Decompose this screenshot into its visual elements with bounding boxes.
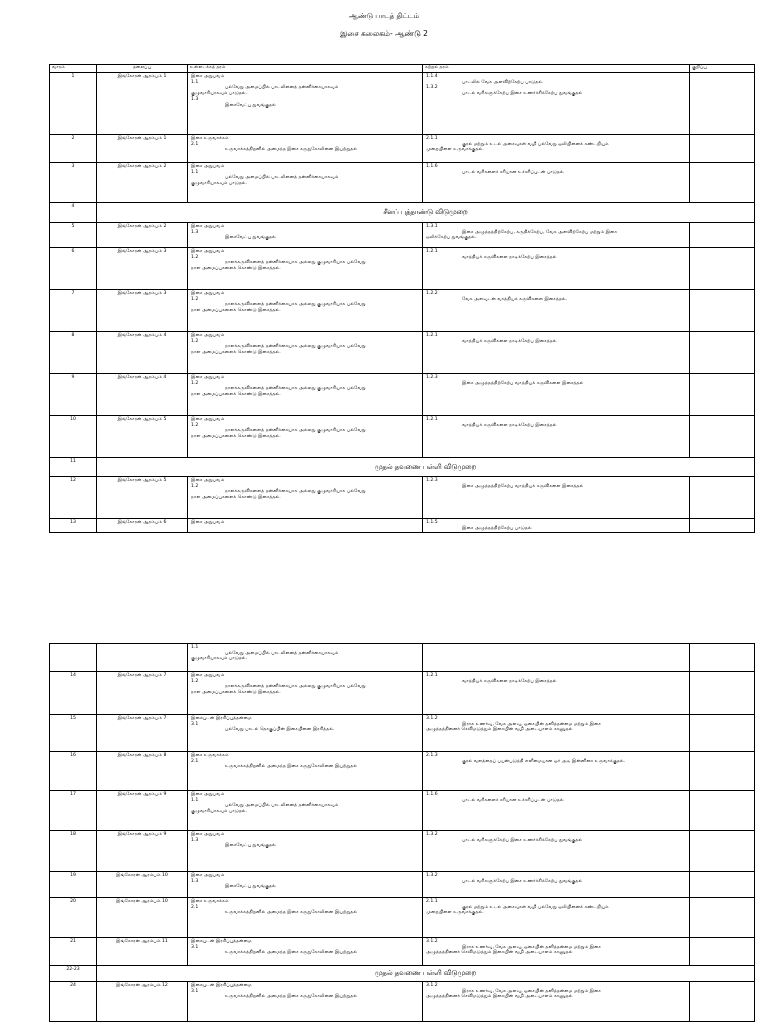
content-line: 1.3 bbox=[191, 837, 199, 843]
content-line: குழுவாரியாகவும் பாடுதல். bbox=[191, 656, 248, 662]
content-standard-cell bbox=[188, 898, 423, 938]
week-cell: 24 bbox=[50, 982, 97, 1022]
notes-cell bbox=[690, 290, 755, 332]
table-header-row bbox=[50, 65, 755, 73]
table-row bbox=[50, 248, 755, 290]
table-row bbox=[50, 752, 755, 791]
content-standard-cell bbox=[188, 290, 423, 332]
notes-cell bbox=[690, 938, 755, 966]
content-line: இசைவேட்பு துவங்குதல் bbox=[225, 102, 276, 108]
content-line: நாள அமைப்புகளைக் கொண்டு இசைத்தல். bbox=[191, 392, 281, 398]
table-row bbox=[50, 982, 755, 1022]
content-line: பல்வேறு அமைப்பில் பாடலினைத் தன்னிச்சையாகவும் bbox=[225, 175, 339, 181]
content-line: உருவாக்கத்திறனில் அமைந்த இசை கருதுகோலினை இயற்றுதல் bbox=[225, 950, 358, 956]
content-line: இசை அறுபவம் bbox=[191, 333, 225, 338]
learning-line: 1.2.1 bbox=[426, 417, 438, 422]
holiday-row bbox=[50, 966, 755, 982]
learning-line: இராக உணர்வு, வேக அளவு, ஓசையின் தனித்தன்மை மற்றும் இசை bbox=[462, 944, 601, 950]
col-header-topic: தலைப்பு bbox=[97, 65, 188, 73]
week-cell: 21 bbox=[50, 938, 97, 966]
content-standard-cell bbox=[188, 416, 423, 458]
content-line: 1.3 bbox=[191, 229, 199, 235]
notes-cell bbox=[690, 982, 755, 1022]
learning-standard-cell bbox=[423, 290, 690, 332]
table-row bbox=[50, 715, 755, 752]
content-line: 1.2 bbox=[191, 678, 199, 684]
topic-cell: இங்கோரன் ஆரம்பம் 7 bbox=[97, 672, 188, 715]
notes-cell bbox=[690, 791, 755, 831]
learning-line: 1.2.2 bbox=[426, 291, 438, 296]
table-row bbox=[50, 644, 755, 672]
holiday-row bbox=[50, 203, 755, 223]
learning-line: அழுத்தத்தினைச் செவிமடுத்தும் இசையின் வழி அடையாளம் காணுதல் bbox=[426, 994, 573, 1000]
learning-standard-cell bbox=[423, 223, 690, 248]
content-standard-cell bbox=[188, 135, 423, 163]
learning-line: முறையிளை உருவாக்குதல். bbox=[426, 910, 484, 916]
col-header-week: வாரம் bbox=[50, 65, 97, 73]
topic-cell bbox=[97, 644, 188, 672]
content-line: இசை அறுபவம் bbox=[191, 417, 225, 422]
learning-line: 1.1.6 bbox=[426, 792, 438, 797]
notes-cell bbox=[690, 374, 755, 416]
content-line: பல்வேறு பாடல் தொகுப்பின் இசையினை இரசித்தல். bbox=[225, 727, 335, 733]
topic-cell: இங்கோரன் ஆரம்பம் 3 bbox=[97, 248, 188, 290]
learning-line: வாத்தியக் கருவிகளை நாடிக்கேற்ப இசைத்தல் bbox=[462, 254, 557, 260]
topic-cell: இங்கோரன் ஆரம்பம் 9 bbox=[97, 831, 188, 872]
learning-line: இராக உணர்வு, வேக அளவு, ஓசையின் தனித்தன்மை மற்றும் இசை bbox=[462, 988, 601, 994]
week-cell: 14 bbox=[50, 672, 97, 715]
topic-cell: இங்கோரன் ஆரம்பம் 12 bbox=[97, 982, 188, 1022]
week-cell: 4 bbox=[50, 203, 97, 223]
content-line: இசை அறுபவம் bbox=[191, 873, 225, 878]
content-standard-cell bbox=[188, 672, 423, 715]
learning-line: ஒலிக்கேற்ப துவங்குதல். bbox=[426, 235, 477, 241]
learning-line: இசை அழுத்தத்திற்கேற்ப பாடுதல் bbox=[462, 525, 532, 531]
notes-cell bbox=[690, 248, 755, 290]
content-line: நாளக்கருவிகளைத் தன்னிச்சையாக அல்லது குழுவாரியாக பல்வேறு bbox=[225, 386, 366, 392]
content-line: 1.3 bbox=[191, 878, 199, 884]
learning-line: அழுத்தத்தினைச் செவிமடுத்தும் இசையின் வழி அடையாளம் காணுதல் bbox=[426, 950, 573, 956]
learning-standard-cell bbox=[423, 416, 690, 458]
notes-cell bbox=[690, 831, 755, 872]
learning-line: 1.1.5 bbox=[426, 520, 438, 525]
content-line: இசை அறுபவம் bbox=[191, 249, 225, 254]
topic-cell: இங்கோரன் ஆரம்பம் 1 bbox=[97, 73, 188, 135]
learning-standard-cell bbox=[423, 477, 690, 519]
holiday-label: முதல் தவணை பள்ளி விடுமுறை bbox=[97, 458, 755, 477]
content-line: இசை அறுபவம் bbox=[191, 520, 225, 525]
col-header-learning-standard: கற்றல் தரம் bbox=[423, 65, 690, 73]
table-row bbox=[50, 163, 755, 203]
content-line: பல்வேறு அமைப்பில் பாடலினைத் தன்னிச்சையாகவும் bbox=[225, 85, 339, 91]
learning-line: இசை அழுத்தத்திற்கேற்ப, சுருதிக்கேற்ப, வேக அளவிற்கேற்ப மற்றும் இசை bbox=[462, 229, 618, 235]
learning-standard-cell bbox=[423, 73, 690, 135]
topic-cell: இங்கோரன் ஆரம்பம் 1 bbox=[97, 135, 188, 163]
topic-cell: இங்கோரன் ஆரம்பம் 6 bbox=[97, 519, 188, 533]
notes-cell bbox=[690, 672, 755, 715]
notes-cell bbox=[690, 332, 755, 374]
content-line: நாள அமைப்புகளைக் கொண்டு இசைத்தல். bbox=[191, 308, 281, 314]
learning-standard-cell bbox=[423, 135, 690, 163]
learning-line: குரல் மற்றும் உடல் அசைவுகள் வழி பல்வேறு ஒலியினைக் கண்டறியும் bbox=[462, 904, 609, 910]
learning-standard-cell bbox=[423, 898, 690, 938]
content-line: 1.1 bbox=[191, 645, 199, 650]
content-line: இசை அறுபவம் bbox=[191, 291, 225, 296]
learning-line: 2.1.3 bbox=[426, 753, 438, 758]
content-line: 1.1 bbox=[191, 797, 199, 803]
content-line: உருவாக்கத்திறனில் அமைந்த இசை கருதுகோலினை இயற்றுதல் bbox=[225, 994, 358, 1000]
learning-line: அழுத்தத்தினைச் செவிமடுத்தும் இசையின் வழி அடையாளம் காணுதல் bbox=[426, 727, 573, 733]
content-line: நாளக்கருவிகளைத் தன்னிச்சையாக அல்லது குழுவாரியாக பல்வேறு bbox=[225, 428, 366, 434]
content-line: 3.1 bbox=[191, 988, 199, 994]
learning-standard-cell bbox=[423, 163, 690, 203]
content-line: 3.1 bbox=[191, 944, 199, 950]
learning-line: 1.2.1 bbox=[426, 673, 438, 678]
learning-line: 1.3.2 bbox=[426, 85, 438, 91]
notes-cell bbox=[690, 752, 755, 791]
content-line: உருவாக்கத்திறனில் அமைந்த இசை கருதுகோலினை இயற்றுதல் bbox=[225, 147, 358, 153]
lesson-plan-table-2 bbox=[49, 643, 755, 1022]
learning-line: 1.3.2 bbox=[426, 873, 438, 878]
learning-line: குரல் மற்றும் உடல் அசைவுகள் வழி பல்வேறு ஒலியினைக் கண்டறியும் bbox=[462, 141, 609, 147]
content-standard-cell bbox=[188, 332, 423, 374]
learning-line: பாடல் வரிகளுக்கேற்ப இசை உணர்ச்சிக்கேற்ப துவங்குதல் bbox=[462, 837, 583, 843]
holiday-label: சீனப் புத்தாண்டு விடுமுறை bbox=[97, 203, 755, 223]
week-cell: 12 bbox=[50, 477, 97, 519]
topic-cell: இங்கோரன் ஆரம்பம் 4 bbox=[97, 374, 188, 416]
notes-cell bbox=[690, 73, 755, 135]
topic-cell: இங்கோரன் ஆரம்பம் 10 bbox=[97, 872, 188, 898]
week-cell: 5 bbox=[50, 223, 97, 248]
notes-cell bbox=[690, 135, 755, 163]
notes-cell bbox=[690, 163, 755, 203]
notes-cell bbox=[690, 715, 755, 752]
learning-line: 1.2.3 bbox=[426, 375, 438, 380]
content-line: 1.1 bbox=[191, 169, 199, 175]
content-line: இசை அறுபவம் bbox=[191, 832, 225, 837]
content-standard-cell bbox=[188, 163, 423, 203]
content-standard-cell bbox=[188, 477, 423, 519]
learning-line: 1.1.4 bbox=[426, 74, 438, 79]
holiday-row bbox=[50, 458, 755, 477]
topic-cell: இங்கோரன் ஆரம்பம் 3 bbox=[97, 290, 188, 332]
content-line: நாளக்கருவிகளைத் தன்னிச்சையாக அல்லது குழுவாரியாக பல்வேறு bbox=[225, 344, 366, 350]
content-line: 1.2 bbox=[191, 483, 199, 489]
week-cell: 10 bbox=[50, 416, 97, 458]
week-cell: 2 bbox=[50, 135, 97, 163]
content-standard-cell bbox=[188, 248, 423, 290]
content-line: இசைவேட்பு துவங்குதல் bbox=[225, 884, 276, 890]
week-cell: 1 bbox=[50, 73, 97, 135]
content-line: 3.1 bbox=[191, 721, 199, 727]
week-cell: 3 bbox=[50, 163, 97, 203]
content-line: இசை அறுபவம் bbox=[191, 792, 225, 797]
content-standard-cell bbox=[188, 519, 423, 533]
learning-line: பாடல் வரிகளைச் சரியான உச்சரிப்புடன் பாடுதல் bbox=[462, 169, 564, 175]
week-cell: 18 bbox=[50, 831, 97, 872]
week-cell: 19 bbox=[50, 872, 97, 898]
content-line: 2.1 bbox=[191, 141, 199, 147]
learning-standard-cell bbox=[423, 715, 690, 752]
week-cell: 22-23 bbox=[50, 966, 97, 982]
learning-standard-cell bbox=[423, 672, 690, 715]
learning-line: 2.1.1 bbox=[426, 899, 438, 904]
page-subtitle: இசை கலைகம்- ஆண்டு 2 bbox=[340, 29, 428, 38]
week-cell: 13 bbox=[50, 519, 97, 533]
content-line: இசை அறுபவம் bbox=[191, 478, 225, 483]
topic-cell: இங்கோரன் ஆரம்பம் 8 bbox=[97, 752, 188, 791]
week-cell: 11 bbox=[50, 458, 97, 477]
learning-line: பாடல் வரிகளுக்கேற்ப இசை உணர்ச்சிக்கேற்ப துவங்குதல் bbox=[462, 878, 583, 884]
learning-line: வாத்தியக் கருவிகளை நாடிக்கேற்ப இசைத்தல் bbox=[462, 678, 557, 684]
learning-line: முறையிளை உருவாக்குதல். bbox=[426, 147, 484, 153]
topic-cell: இங்கோரன் ஆரம்பம் 5 bbox=[97, 416, 188, 458]
content-line: இசை அறுபவம் bbox=[191, 74, 225, 79]
week-cell: 8 bbox=[50, 332, 97, 374]
content-line: குழுவாரியாகவும் பாடுதல். bbox=[191, 809, 248, 815]
learning-standard-cell bbox=[423, 831, 690, 872]
week-cell: 15 bbox=[50, 715, 97, 752]
content-line: நாள அமைப்புகளைக் கொண்டு இசைத்தல். bbox=[191, 434, 281, 440]
content-standard-cell bbox=[188, 982, 423, 1022]
table-row bbox=[50, 872, 755, 898]
content-line: இசையுடன் இரசிப்புத்தன்மை bbox=[191, 983, 252, 988]
content-line: உருவாக்கத்திறனில் அமைந்த இசை கருதுகோலினை இயற்றுதல் bbox=[225, 910, 358, 916]
col-header-content-standard: உள்ளடக்கத் தரம் bbox=[188, 65, 423, 73]
notes-cell bbox=[690, 416, 755, 458]
content-standard-cell bbox=[188, 831, 423, 872]
learning-standard-cell bbox=[423, 519, 690, 533]
topic-cell: இங்கோரன் ஆரம்பம் 10 bbox=[97, 898, 188, 938]
page-title: ஆண்டு பாடத் திட்டம் bbox=[349, 12, 419, 20]
topic-cell: இங்கோரன் ஆரம்பம் 4 bbox=[97, 332, 188, 374]
table-row bbox=[50, 332, 755, 374]
table-row bbox=[50, 135, 755, 163]
topic-cell: இங்கோரன் ஆரம்பம் 11 bbox=[97, 938, 188, 966]
week-cell: 16 bbox=[50, 752, 97, 791]
content-line: பல்வேறு அமைப்பில் பாடலினைத் தன்னிச்சையாகவும் bbox=[225, 650, 339, 656]
table-row bbox=[50, 416, 755, 458]
learning-standard-cell bbox=[423, 791, 690, 831]
content-standard-cell bbox=[188, 752, 423, 791]
content-line: உருவாக்கத்திறனில் அமைந்த இசை கருதுகோலினை இயற்றுதல் bbox=[225, 764, 358, 770]
table-row bbox=[50, 223, 755, 248]
notes-cell bbox=[690, 898, 755, 938]
topic-cell: இங்கோரன் ஆரம்பம் 5 bbox=[97, 477, 188, 519]
table-row bbox=[50, 791, 755, 831]
table-row bbox=[50, 519, 755, 533]
content-line: இசை அறுபவம் bbox=[191, 673, 225, 678]
content-line: நாளக்கருவிகளைத் தன்னிச்சையாக அல்லது குழுவாரியாக பல்வேறு bbox=[225, 260, 366, 266]
topic-cell: இங்கோரன் ஆரம்பம் 2 bbox=[97, 223, 188, 248]
content-line: 1.2 bbox=[191, 338, 199, 344]
notes-cell bbox=[690, 223, 755, 248]
content-standard-cell bbox=[188, 715, 423, 752]
content-standard-cell bbox=[188, 73, 423, 135]
learning-line: வாத்தியக் கருவிகளை நாடிக்கேற்ப இசைத்தல் bbox=[462, 338, 557, 344]
notes-cell bbox=[690, 477, 755, 519]
content-line: 1.2 bbox=[191, 380, 199, 386]
content-line: இசைவேட்பு துவங்குதல் bbox=[225, 843, 276, 849]
learning-line: பாடலில் வேக அளவிற்கேற்ப பாடுதல். bbox=[462, 79, 544, 85]
learning-standard-cell bbox=[423, 332, 690, 374]
learning-line: 2.1.1 bbox=[426, 136, 438, 141]
learning-line: 3.1.2 bbox=[426, 939, 438, 944]
content-line: இசை உருவாக்கம் bbox=[191, 136, 229, 141]
week-cell: 6 bbox=[50, 248, 97, 290]
content-standard-cell bbox=[188, 644, 423, 672]
content-line: நாள அமைப்புகளைக் கொண்டு இசைத்தல். bbox=[191, 495, 281, 501]
week-cell bbox=[50, 644, 97, 672]
notes-cell bbox=[690, 519, 755, 533]
content-standard-cell bbox=[188, 374, 423, 416]
learning-line: இசை அழுத்தத்திற்கேற்ப வாத்தியக் கருவிகளை இசைத்தல் bbox=[462, 380, 584, 386]
content-line: 1.2 bbox=[191, 422, 199, 428]
content-line: 1.1 bbox=[191, 79, 199, 85]
week-cell: 17 bbox=[50, 791, 97, 831]
content-line: பல்வேறு அமைப்பில் பாடலினைத் தன்னிச்சையாகவும் bbox=[225, 803, 339, 809]
table-row bbox=[50, 938, 755, 966]
content-line: நாளக்கருவிகளைத் தன்னிச்சையாக அல்லது குழுவாரியாக பல்வேறு bbox=[225, 302, 366, 308]
notes-cell bbox=[690, 872, 755, 898]
table-row bbox=[50, 73, 755, 135]
content-line: நாள அமைப்புகளைக் கொண்டு இசைத்தல். bbox=[191, 266, 281, 272]
content-line: குழுவாரியாகவும் பாடுதல். bbox=[191, 91, 248, 97]
learning-standard-cell bbox=[423, 644, 690, 672]
learning-standard-cell bbox=[423, 374, 690, 416]
content-line: இசை அறுபவம் bbox=[191, 164, 225, 169]
week-cell: 20 bbox=[50, 898, 97, 938]
holiday-label: முதல் தவணை பள்ளி விடுமுறை bbox=[97, 966, 755, 982]
learning-standard-cell bbox=[423, 872, 690, 898]
learning-line: குரல் வளத்தைப் பயன்படுத்தி எளிமையான ஓர் அடி இன்னிசை உருவாக்குதல். bbox=[462, 758, 626, 764]
content-standard-cell bbox=[188, 872, 423, 898]
week-cell: 7 bbox=[50, 290, 97, 332]
table-row bbox=[50, 290, 755, 332]
content-line: நாளக்கருவிகளைத் தன்னிச்சையாக அல்லது குழுவாரியாக பல்வேறு bbox=[225, 684, 366, 690]
content-line: 1.3 bbox=[191, 96, 199, 102]
notes-cell bbox=[690, 644, 755, 672]
content-line: இசை உருவாக்கம் bbox=[191, 753, 229, 758]
topic-cell: இங்கோரன் ஆரம்பம் 7 bbox=[97, 715, 188, 752]
learning-line: 1.3.1 bbox=[426, 224, 438, 229]
content-line: இசையுடன் இரசிப்புத்தன்மை bbox=[191, 716, 252, 721]
learning-line: இராக உணர்வு, வேக அளவு, ஓசையின் தனித்தன்மை மற்றும் இசை bbox=[462, 721, 601, 727]
learning-line: வாத்தியக் கருவிகளை நாடிக்கேற்ப இசைத்தல் bbox=[462, 422, 557, 428]
learning-line: 3.1.2 bbox=[426, 716, 438, 721]
learning-line: 1.2.1 bbox=[426, 249, 438, 254]
table-row bbox=[50, 898, 755, 938]
content-line: 1.2 bbox=[191, 296, 199, 302]
content-line: இசை உருவாக்கம் bbox=[191, 899, 229, 904]
content-line: நாள அமைப்புகளைக் கொண்டு இசைத்தல். bbox=[191, 690, 281, 696]
learning-standard-cell bbox=[423, 248, 690, 290]
topic-cell: இங்கோரன் ஆரம்பம் 9 bbox=[97, 791, 188, 831]
content-line: 2.1 bbox=[191, 904, 199, 910]
content-standard-cell bbox=[188, 223, 423, 248]
table-row bbox=[50, 831, 755, 872]
learning-line: 1.1.6 bbox=[426, 164, 438, 169]
table-row bbox=[50, 374, 755, 416]
learning-line: 3.1.2 bbox=[426, 983, 438, 988]
learning-standard-cell bbox=[423, 938, 690, 966]
content-line: 2.1 bbox=[191, 758, 199, 764]
learning-line: பாடல் வரிகளைச் சரியான உச்சரிப்புடன் பாடுதல் bbox=[462, 797, 564, 803]
topic-cell: இங்கோரன் ஆரம்பம் 2 bbox=[97, 163, 188, 203]
table-row bbox=[50, 477, 755, 519]
learning-line: பாடல் வரிகளுக்கேற்ப இசை உணர்ச்சிக்கேற்ப துவங்குதல் bbox=[462, 91, 583, 97]
learning-line: இசை அழுத்தத்திற்கேற்ப வாத்தியக் கருவிகளை இசைத்தல் bbox=[462, 483, 584, 489]
content-line: இசை அறுபவம் bbox=[191, 375, 225, 380]
content-line: நாளக்கருவிகளைத் தன்னிச்சையாக அல்லது குழுவாரியாக பல்வேறு bbox=[225, 489, 366, 495]
content-standard-cell bbox=[188, 791, 423, 831]
learning-standard-cell bbox=[423, 982, 690, 1022]
learning-line: வேக அளவுடன் வாத்தியக் கருவிகளை இசைத்தல். bbox=[462, 296, 568, 302]
content-line: குழுவாரியாகவும் பாடுதல். bbox=[191, 181, 248, 187]
content-line: இசை அறுபவம் bbox=[191, 224, 225, 229]
col-header-notes: குறிப்பு bbox=[690, 65, 755, 73]
table-row bbox=[50, 672, 755, 715]
learning-line: 1.3.2 bbox=[426, 832, 438, 837]
week-cell: 9 bbox=[50, 374, 97, 416]
learning-line: 1.2.1 bbox=[426, 333, 438, 338]
content-standard-cell bbox=[188, 938, 423, 966]
content-line: 1.2 bbox=[191, 254, 199, 260]
lesson-plan-table-1 bbox=[49, 64, 755, 533]
content-line: இசையுடன் இரசிப்புத்தன்மை bbox=[191, 939, 252, 944]
content-line: நாள அமைப்புகளைக் கொண்டு இசைத்தல். bbox=[191, 350, 281, 356]
content-line: இசைவேட்பு துவங்குதல் bbox=[225, 235, 276, 241]
learning-standard-cell bbox=[423, 752, 690, 791]
learning-line: 1.2.3 bbox=[426, 478, 438, 483]
